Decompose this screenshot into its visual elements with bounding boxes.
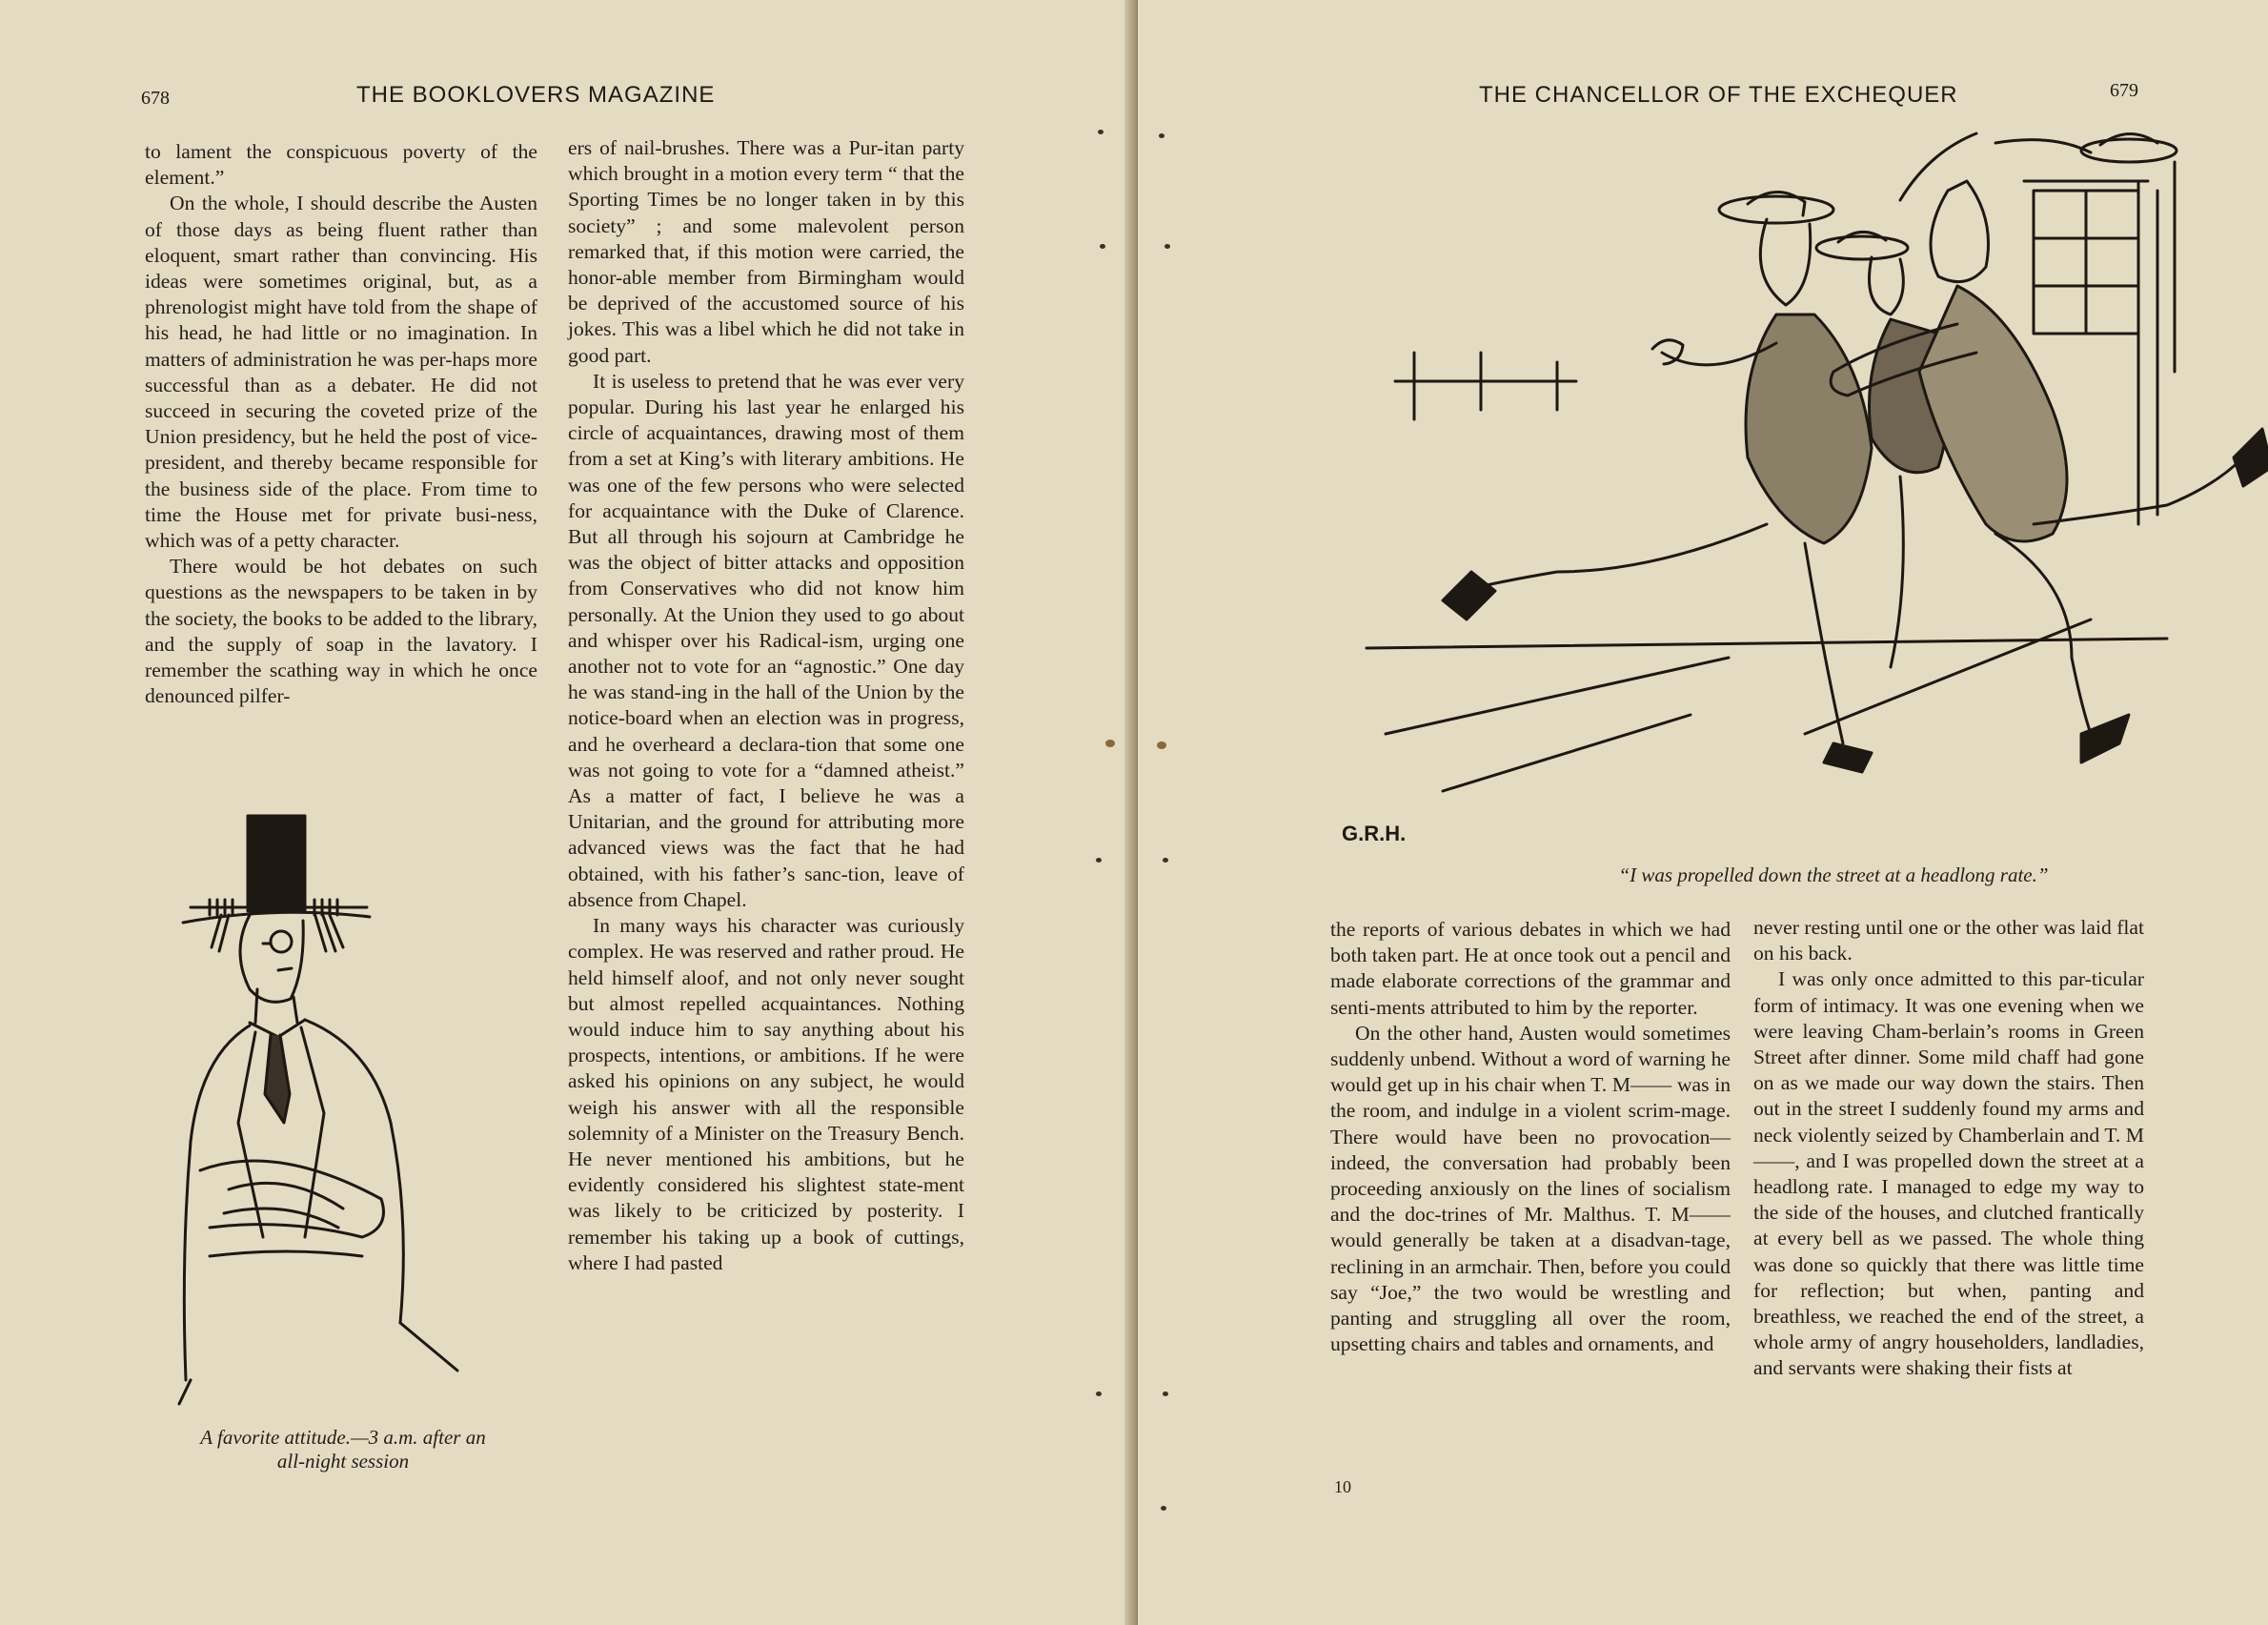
left-caption-line-2: all-night session	[276, 1450, 410, 1473]
paper-speck	[1164, 244, 1170, 249]
illustrator-signature: G.R.H.	[1342, 822, 1407, 845]
right-column-2	[1753, 915, 2144, 1382]
left-illustration-caption	[143, 1426, 543, 1473]
paragraph: never resting until one or the other was laid flat on his back.	[1753, 916, 2144, 965]
paragraph: It is useless to pretend that he was ever very popular. During his last year he enlarged his circle of acquaintances, drawing most of them from a set at King’s with literary ambitions. He was one of the few persons who were selected for acquaintance with the Duke of Clarence. But all through his sojourn at Cambridge he was the object of bitter attacks and opposition from Conservatives who did not know him personally. At the Union they used to go about and whisper over his Radical-ism, urging one another not to vote for an “agnostic.” One day he was stand-ing in the hall of the Union by the notice-board when an election was in progress, and he overheard a declara-tion that some one was not going to vote for a “damned atheist.” As a matter of fact, I believe he was a Unitarian, and the ground for attributing more advanced views was the fact that he had obtained, with his father’s sanc-tion, leave of absence from Chapel.	[568, 369, 964, 911]
paper-speck	[1163, 858, 1168, 863]
right-illustration-caption: “I was propelled down the street at a headlong rate.”	[1618, 863, 2049, 886]
paper-speck	[1098, 130, 1104, 134]
paragraph: On the other hand, Austen would sometimes suddenly unbend. Without a word of warning he would get up in his chair when T. M—— was in the room, and indulge in a violent scrim-mage. There would have been no provocation—indeed, the conversation had probably been proceeding anxiously on the lines of socialism and the doc-trines of Mr. Malthus. T. M—— would generally be taken at a disadvan-tage, reclining in an armchair. Then, before you could say “Joe,” the two would be wrestling and panting and struggling all over the room, upsetting chairs and tables and ornaments, and	[1330, 1021, 1731, 1356]
left-running-head: THE BOOKLOVERS MAGAZINE	[356, 82, 716, 108]
paper-speck	[1157, 741, 1166, 749]
paragraph: On the whole, I should describe the Austen of those days as being fluent rather than eloquent, smart rather than convincing. His ideas were sometimes original, but, as a phrenologist might have told from the shape of his head, he had little or no imagination. In matters of administration he was per-haps more successful than as a debater. He did not succeed in securing the coveted prize of the Union presidency, but he held the post of vice-president, and thereby became responsible for the business side of the place. From time to time the House met for private busi-ness, which was of a petty character.	[145, 192, 537, 553]
right-column-1	[1330, 917, 1731, 1357]
left-caption-line-1: A favorite attitude.—3 a.m. after an	[200, 1426, 486, 1449]
folio-number: 10	[1334, 1477, 1351, 1496]
paragraph: the reports of various debates in which we had both taken part. He at once took out a pencil and made elaborate corrections of the grammar and senti-ments attributed to him by the reporter.	[1330, 918, 1731, 1019]
wrestling-street-illustration	[1328, 124, 2268, 820]
paper-speck	[1096, 858, 1102, 863]
paper-speck	[1161, 1506, 1166, 1511]
paragraph: In many ways his character was curiously complex. He was reserved and rather proud. He held himself aloof, and not only never sought but almost repelled acquaintances. Nothing would induce him to say anything about his prospects, intentions, or ambitions. If he were asked his opinions on any subject, he would weigh his answer with all the responsible solemnity of a Minister on the Treasury Bench. He never mentioned his ambitions, but he evidently considered his slightest state-ment was likely to be criticized by posterity. I remember his taking up a book of cuttings, where I had pasted	[568, 914, 964, 1274]
paragraph: I was only once admitted to this par-ticular form of intimacy. It was one evening when we were leaving Cham-berlain’s rooms in Green Street after dinner. Some mild chaff had gone on as we made our way down the stairs. Then out in the street I suddenly found my arms and neck violently seized by Chamberlain and T. M——, and I was propelled down the street at a headlong rate. I managed to edge my way to the side of the houses, and clutched frantically at every bell as we passed. The whole thing was done so quickly that there was little time for reflection; but when, panting and breathless, we reached the end of the street, a whole army of angry householders, landladies, and servants were shaking their fists at	[1753, 967, 2144, 1380]
right-running-head: THE CHANCELLOR OF THE EXCHEQUER	[1479, 82, 1958, 108]
paragraph: ers of nail-brushes. There was a Pur-itan party which brought in a motion every term “ that the Sporting Times be no longer taken in by this society” ; and some malevolent person remarked that, if this motion were carried, the honor-able member from Birmingham would be deprived of the accustomed source of his jokes. This was a libel which he did not take in good part.	[568, 136, 964, 367]
paper-speck	[1163, 1391, 1168, 1396]
paragraph: to lament the conspicuous poverty of the element.”	[145, 140, 537, 190]
paper-speck	[1105, 740, 1115, 747]
paper-speck	[1100, 244, 1105, 249]
paper-speck	[1159, 133, 1164, 138]
left-column-2	[568, 135, 964, 1276]
right-page-number: 679	[2110, 80, 2138, 101]
left-page-number: 678	[141, 88, 170, 109]
paragraph: There would be hot debates on such questions as the newspapers to be taken in by the society, the books to be added to the library, and the supply of soap in the lavatory. I remember the scathing way in which he once denounced pilfer-	[145, 555, 537, 708]
paper-speck	[1096, 1391, 1102, 1396]
top-hat-man-illustration	[172, 808, 515, 1409]
left-column-1	[145, 139, 537, 709]
right-page	[1138, 0, 2268, 1625]
